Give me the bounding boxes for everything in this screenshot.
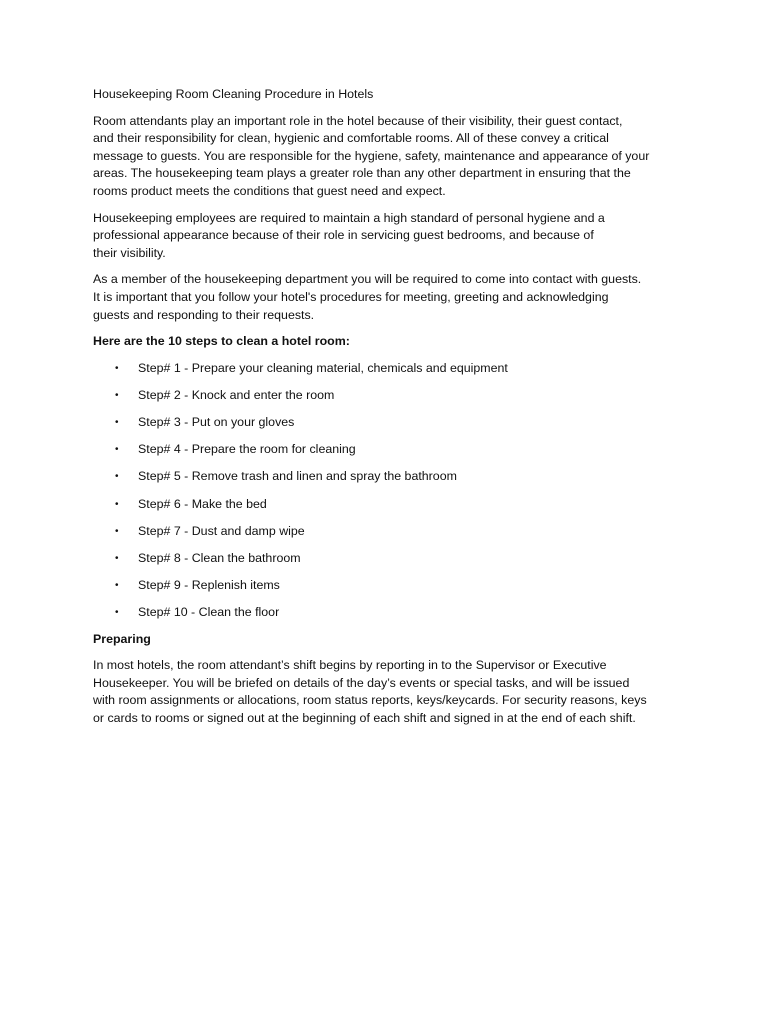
step-label: Step# 6 - Make the bed <box>138 496 267 511</box>
text-line: or cards to rooms or signed out at the beginning of each shift and signed in at the end of each shift. <box>93 710 636 725</box>
bullet-icon: • <box>115 362 119 374</box>
step-label: Step# 1 - Prepare your cleaning material, chemicals and equipment <box>138 360 508 375</box>
steps-heading: Here are the 10 steps to clean a hotel room: <box>93 334 350 349</box>
text-line: message to guests. You are responsible for the hygiene, safety, maintenance and appearance of your <box>93 148 650 163</box>
list-item <box>93 360 683 387</box>
text-line: Housekeeper. You will be briefed on details of the day’s events or special tasks, and will be issued <box>93 675 630 690</box>
list-item <box>93 414 683 441</box>
list-item <box>93 604 683 631</box>
text-line: rooms product meets the conditions that guest need and expect. <box>93 183 446 198</box>
text-line: areas. The housekeeping team plays a greater role than any other department in ensuring that the <box>93 166 631 181</box>
bullet-icon: • <box>115 417 119 429</box>
list-item <box>93 468 683 495</box>
list-item <box>93 523 683 550</box>
bullet-icon: • <box>115 580 119 592</box>
list-item <box>93 496 683 523</box>
bullet-icon: • <box>115 389 119 401</box>
list-item <box>93 577 683 604</box>
step-label: Step# 9 - Replenish items <box>138 578 280 593</box>
bullet-icon: • <box>115 607 119 619</box>
paragraph-member <box>93 271 683 324</box>
text-line: It is important that you follow your hotel's procedures for meeting, greeting and acknowledging <box>93 289 609 304</box>
text-line: In most hotels, the room attendant’s shift begins by reporting in to the Supervisor or Executive <box>93 658 607 673</box>
bullet-icon: • <box>115 444 119 456</box>
paragraph-employees <box>93 210 683 263</box>
steps-list <box>93 360 683 632</box>
text-line: Room attendants play an important role in the hotel because of their visibility, their guest contact, <box>93 113 623 128</box>
step-label: Step# 10 - Clean the floor <box>138 605 280 620</box>
step-label: Step# 5 - Remove trash and linen and spray the bathroom <box>138 469 457 484</box>
step-label: Step# 3 - Put on your gloves <box>138 415 295 430</box>
text-line: Housekeeping employees are required to maintain a high standard of personal hygiene and a <box>93 210 605 225</box>
preparing-heading: Preparing <box>93 631 151 646</box>
list-item <box>93 550 683 577</box>
bullet-icon: • <box>115 498 119 510</box>
list-item <box>93 387 683 414</box>
text-line: with room assignments or allocations, room status reports, keys/keycards. For security reasons, keys <box>93 693 647 708</box>
document-title: Housekeeping Room Cleaning Procedure in Hotels <box>93 87 374 101</box>
step-label: Step# 7 - Dust and damp wipe <box>138 523 305 538</box>
bullet-icon: • <box>115 553 119 565</box>
step-label: Step# 4 - Prepare the room for cleaning <box>138 442 356 457</box>
step-label: Step# 8 - Clean the bathroom <box>138 551 301 566</box>
paragraph-room-attendants <box>93 113 683 201</box>
document-page <box>93 86 683 737</box>
text-line: professional appearance because of their role in servicing guest bedrooms, and because of <box>93 228 594 243</box>
text-line: and their responsibility for clean, hygienic and comfortable rooms. All of these convey a critical <box>93 131 609 146</box>
text-line: As a member of the housekeeping department you will be required to come into contact with guests. <box>93 272 642 287</box>
paragraph-preparing <box>93 657 683 727</box>
bullet-icon: • <box>115 471 119 483</box>
step-label: Step# 2 - Knock and enter the room <box>138 387 335 402</box>
bullet-icon: • <box>115 525 119 537</box>
text-line: their visibility. <box>93 245 166 260</box>
text-line: guests and responding to their requests. <box>93 307 315 322</box>
list-item <box>93 441 683 468</box>
